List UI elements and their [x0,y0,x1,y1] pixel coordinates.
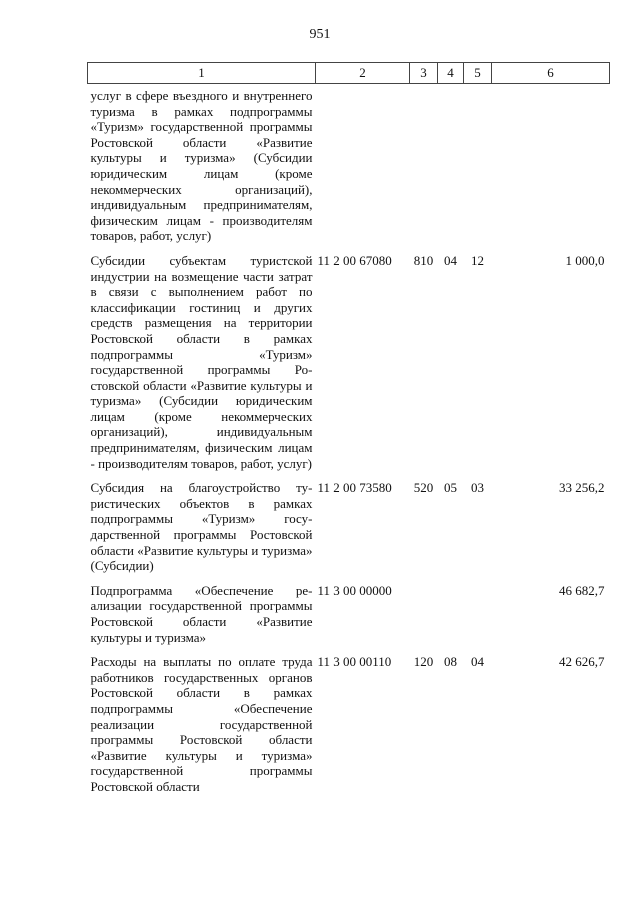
row-target-code [316,84,410,253]
row-target-code: 11 2 00 73580 [317,480,392,496]
row-target-code: 11 2 00 67080 [317,252,392,268]
header-col-3: 3 [410,63,438,84]
row-amount [492,84,610,253]
row-section: 04 [444,252,457,268]
header-col-1: 1 [88,63,316,84]
row-name: Расходы на выплаты по оплате труда работников государственных органов Ростовской области в рамках подпрограммы «Обеспечение реализации государственной программы Ростовской области «Развитие культуры и туризма» государственной программы Ростовской области [90,654,313,794]
table-row [88,253,610,480]
row-name: услуг в сфере въездного и внутреннего туризма в рамках подпрограммы «Туризм» государственной программы Ростовской области «Развитие культуры и туризма» (Субсидии юридическим лицам (кроме некоммерческих организаций), индивидуальным предпринимателям, физическим лицам - производителям товаров, работ, услуг) [90,88,313,244]
row-section [438,583,464,654]
page-number: 951 [309,27,331,42]
header-row [88,63,610,84]
row-amount: 46 682,7 [559,582,605,598]
table-row [88,480,610,583]
row-subsection [464,84,492,253]
row-name: Подпрограмма «Обеспечение реализации государственной программы Ростовской области «Развитие культуры и туризма» [90,582,313,645]
row-expense-type: 810 [413,252,434,268]
header-col-5: 5 [464,63,492,84]
row-subsection: 03 [471,480,484,496]
row-name: Субсидии субъектам туристской индустрии на возмещение части затрат в связи с выполнением работ по классификации гостиниц и других средств размещения на территории Ростовской области в рамках подпрограммы «Туризм» государственной программы Ростовской области «Развитие культуры и туризма» (Субсидии юридическим лицам (кроме некоммерческих организаций), индивидуальным предпринимателям, физическим лицам - производителям товаров, работ, услуг) [90,252,313,471]
table-row [88,84,610,253]
header-col-4: 4 [438,63,464,84]
table-body [88,84,610,804]
row-subsection: 04 [471,654,484,670]
table-header [88,63,610,84]
row-target-code: 11 3 00 00110 [317,654,392,670]
row-target-code: 11 3 00 00000 [317,582,392,598]
budget-table [87,62,610,804]
row-section [438,84,464,253]
row-expense-type: 520 [413,480,434,496]
row-subsection: 12 [471,252,484,268]
row-expense-type: 120 [413,654,434,670]
header-col-2: 2 [316,63,410,84]
table-row [88,583,610,654]
row-subsection [464,583,492,654]
row-expense-type [410,84,438,253]
row-amount: 42 626,7 [559,654,605,670]
table-row [88,654,610,803]
row-section: 08 [444,654,457,670]
row-amount: 1 000,0 [565,252,605,268]
row-name: Субсидия на благоустройство туристических объектов в рамках подпрограммы «Туризм» государственной программы Ростовской области «Развитие культуры и туризма» (Субсидии) [90,480,313,574]
row-expense-type [410,583,438,654]
row-section: 05 [444,480,457,496]
row-amount: 33 256,2 [559,480,605,496]
header-col-6: 6 [492,63,610,84]
